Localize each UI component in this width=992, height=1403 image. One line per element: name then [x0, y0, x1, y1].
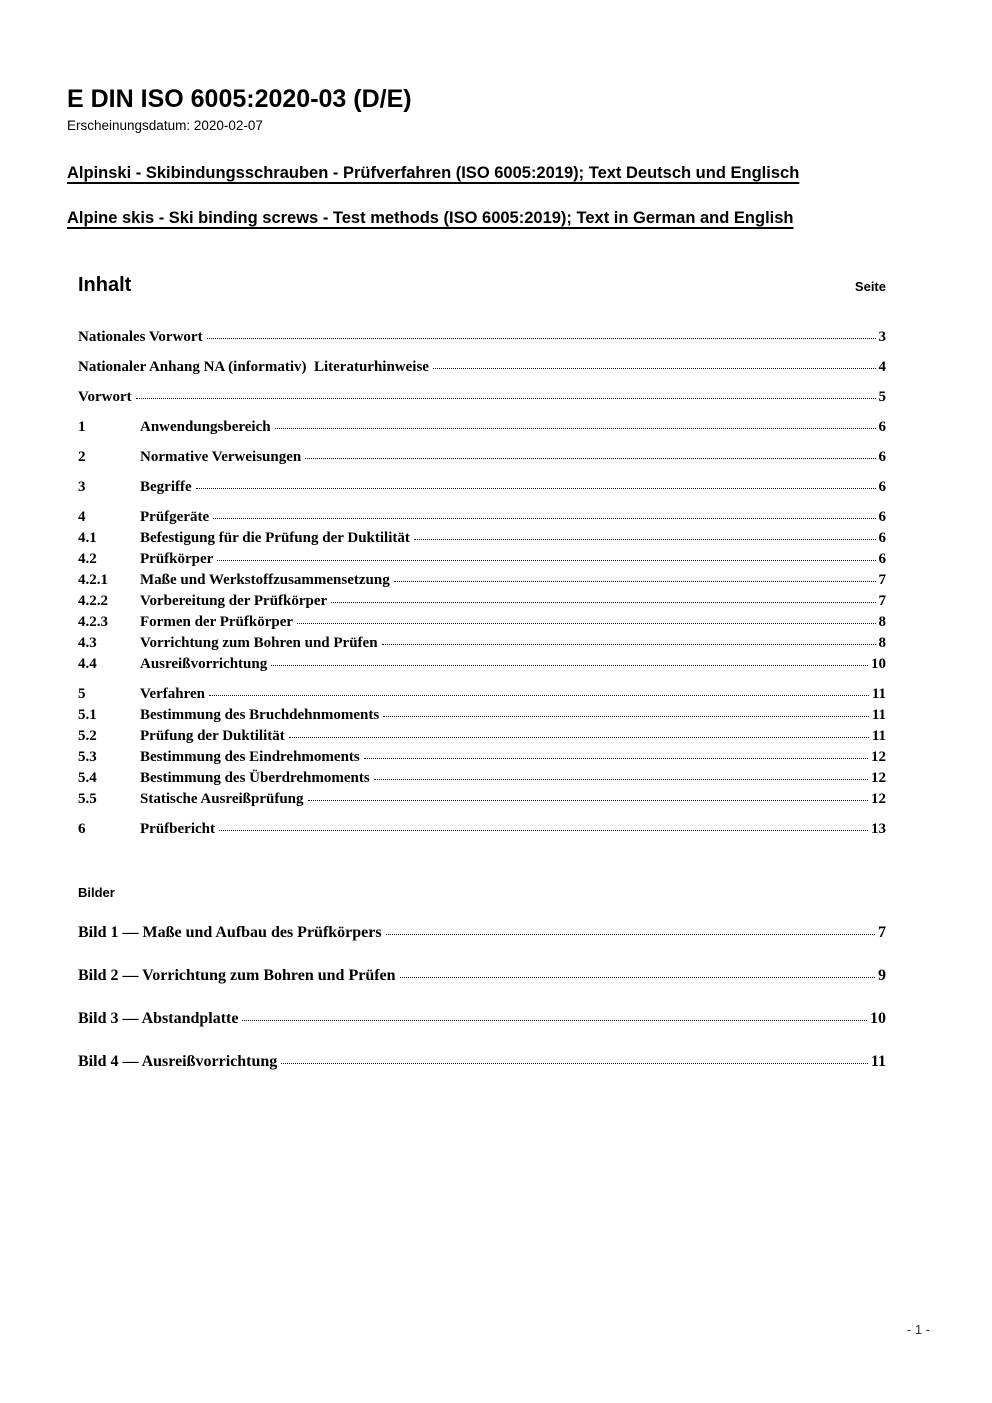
toc-page-number: 6 — [878, 418, 886, 435]
figure-title: Bild 3 — Abstandplatte — [78, 1009, 239, 1027]
figure-title: Bild 1 — Maße und Aufbau des Prüfkörpers — [78, 923, 382, 941]
toc-entry-title: Vorbereitung der Prüfkörper — [140, 592, 328, 609]
toc-page-number: 13 — [871, 820, 886, 837]
dot-leader — [207, 338, 876, 339]
dot-leader — [213, 518, 875, 519]
document-header — [67, 86, 925, 229]
toc-section-number: 5.1 — [78, 706, 97, 723]
toc-row — [78, 789, 886, 810]
toc-entry-title: Vorrichtung zum Bohren und Prüfen — [140, 634, 378, 651]
figure-row — [78, 1008, 886, 1029]
toc-header-row — [78, 274, 886, 297]
toc-page-number: 7 — [878, 571, 886, 588]
toc-row — [78, 327, 886, 348]
toc-section-number: 2 — [78, 448, 86, 465]
table-of-contents — [78, 274, 886, 1072]
toc-page-number: 6 — [878, 550, 886, 567]
toc-row — [78, 447, 886, 468]
toc-page-number: 12 — [871, 769, 886, 786]
toc-entry-title: Begriffe — [140, 478, 192, 495]
toc-heading: Inhalt — [78, 273, 132, 296]
dot-leader — [271, 665, 868, 666]
dot-leader — [308, 800, 868, 801]
toc-page-number: 6 — [878, 478, 886, 495]
dot-leader — [305, 458, 875, 459]
toc-entry-title: Prüfkörper — [140, 550, 214, 567]
dot-leader — [383, 716, 869, 717]
toc-page-number: 6 — [878, 508, 886, 525]
dot-leader — [400, 977, 875, 978]
toc-section-number: 5.4 — [78, 769, 97, 786]
toc-row — [78, 549, 886, 570]
toc-section-number: 6 — [78, 820, 86, 837]
toc-page-number: 5 — [878, 388, 886, 405]
toc-section-number: 4.4 — [78, 655, 97, 672]
dot-leader — [394, 581, 876, 582]
dot-leader — [382, 644, 876, 645]
figures-list — [78, 922, 886, 1072]
title-german: Alpinski - Skibindungsschrauben - Prüfverfahren (ISO 6005:2019); Text Deutsch und Englisch — [67, 163, 800, 182]
page-number-footer: - 1 - — [906, 1322, 930, 1337]
toc-row — [78, 591, 886, 612]
toc-section-number: 4.2.2 — [78, 592, 108, 609]
figures-heading: Bilder — [78, 884, 115, 900]
dot-leader — [209, 695, 869, 696]
toc-row — [78, 726, 886, 747]
toc-page-number: 8 — [878, 634, 886, 651]
toc-page-number: 6 — [878, 448, 886, 465]
toc-row — [78, 570, 886, 591]
dot-leader — [275, 428, 876, 429]
toc-entry-title: Statische Ausreißprüfung — [140, 790, 304, 807]
toc-page-number: 3 — [878, 328, 886, 345]
toc-row — [78, 612, 886, 633]
toc-entry-title: Normative Verweisungen — [140, 448, 302, 465]
toc-page-number: 11 — [871, 706, 886, 723]
toc-row — [78, 507, 886, 528]
dot-leader — [196, 488, 876, 489]
toc-list — [78, 327, 886, 840]
dot-leader — [217, 560, 875, 561]
toc-page-number: 10 — [871, 655, 886, 672]
toc-row — [78, 768, 886, 789]
figure-title: Bild 2 — Vorrichtung zum Bohren und Prüfen — [78, 966, 396, 984]
dot-leader — [136, 398, 876, 399]
toc-entry-title: Verfahren — [140, 685, 205, 702]
toc-entry-title: Befestigung für die Prüfung der Duktilität — [140, 529, 410, 546]
toc-section-number: 5.3 — [78, 748, 97, 765]
figure-page-number: 7 — [878, 923, 886, 941]
figure-page-number: 11 — [870, 1052, 886, 1070]
toc-entry-title: Nationales Vorwort — [78, 328, 203, 345]
toc-page-number: 11 — [871, 727, 886, 744]
toc-entry-title: Vorwort — [78, 388, 132, 405]
dot-leader — [374, 779, 868, 780]
page-column-label: Seite — [854, 278, 886, 294]
dot-leader — [414, 539, 876, 540]
toc-row — [78, 654, 886, 675]
dot-leader — [386, 934, 875, 935]
toc-row — [78, 528, 886, 549]
figure-page-number: 9 — [878, 966, 886, 984]
toc-section-number: 4.3 — [78, 634, 97, 651]
toc-section-number: 1 — [78, 418, 86, 435]
toc-entry-title: Prüfbericht — [140, 820, 215, 837]
dot-leader — [331, 602, 875, 603]
toc-entry-title: Ausreißvorrichtung — [140, 655, 268, 672]
release-date: Erscheinungsdatum: 2020-02-07 — [67, 117, 263, 133]
toc-entry-title: Prüfung der Duktilität — [140, 727, 285, 744]
toc-row — [78, 633, 886, 654]
toc-page-number: 4 — [878, 358, 886, 375]
toc-row — [78, 417, 886, 438]
toc-section-number: 4.1 — [78, 529, 97, 546]
toc-entry-title: Bestimmung des Überdrehmoments — [140, 769, 370, 786]
toc-section-number: 5 — [78, 685, 86, 702]
toc-page-number: 12 — [871, 790, 886, 807]
toc-entry-title: Prüfgeräte — [140, 508, 210, 525]
figure-page-number: 10 — [870, 1009, 886, 1027]
toc-section-number: 4.2 — [78, 550, 97, 567]
toc-row — [78, 477, 886, 498]
toc-row — [78, 747, 886, 768]
toc-entry-title: Nationaler Anhang NA (informativ) Literaturhinweise — [78, 358, 429, 375]
dot-leader — [289, 737, 869, 738]
toc-entry-title: Formen der Prüfkörper — [140, 613, 294, 630]
toc-row — [78, 705, 886, 726]
toc-row — [78, 357, 886, 378]
dot-leader — [364, 758, 868, 759]
toc-section-number: 4.2.3 — [78, 613, 108, 630]
toc-section-number: 5.5 — [78, 790, 97, 807]
dot-leader — [219, 830, 868, 831]
toc-entry-title: Anwendungsbereich — [140, 418, 271, 435]
title-english: Alpine skis - Ski binding screws - Test methods (ISO 6005:2019); Text in German and English — [67, 208, 794, 227]
dot-leader — [297, 623, 875, 624]
dot-leader — [433, 368, 876, 369]
toc-page-number: 8 — [878, 613, 886, 630]
toc-row — [78, 819, 886, 840]
toc-row — [78, 684, 886, 705]
figure-title: Bild 4 — Ausreißvorrichtung — [78, 1052, 278, 1070]
toc-section-number: 3 — [78, 478, 86, 495]
toc-page-number: 11 — [871, 685, 886, 702]
dot-leader — [281, 1063, 868, 1064]
toc-section-number: 4 — [78, 508, 86, 525]
doc-number: E DIN ISO 6005:2020-03 (D/E) — [67, 85, 412, 113]
toc-section-number: 4.2.1 — [78, 571, 108, 588]
dot-leader — [242, 1020, 867, 1021]
toc-entry-title: Bestimmung des Eindrehmoments — [140, 748, 360, 765]
toc-page-number: 7 — [878, 592, 886, 609]
toc-page-number: 12 — [871, 748, 886, 765]
toc-entry-title: Maße und Werkstoffzusammensetzung — [140, 571, 390, 588]
toc-entry-title: Bestimmung des Bruchdehnmoments — [140, 706, 380, 723]
figure-row — [78, 922, 886, 943]
figure-row — [78, 1051, 886, 1072]
figure-row — [78, 965, 886, 986]
toc-section-number: 5.2 — [78, 727, 97, 744]
toc-page-number: 6 — [878, 529, 886, 546]
toc-row — [78, 387, 886, 408]
